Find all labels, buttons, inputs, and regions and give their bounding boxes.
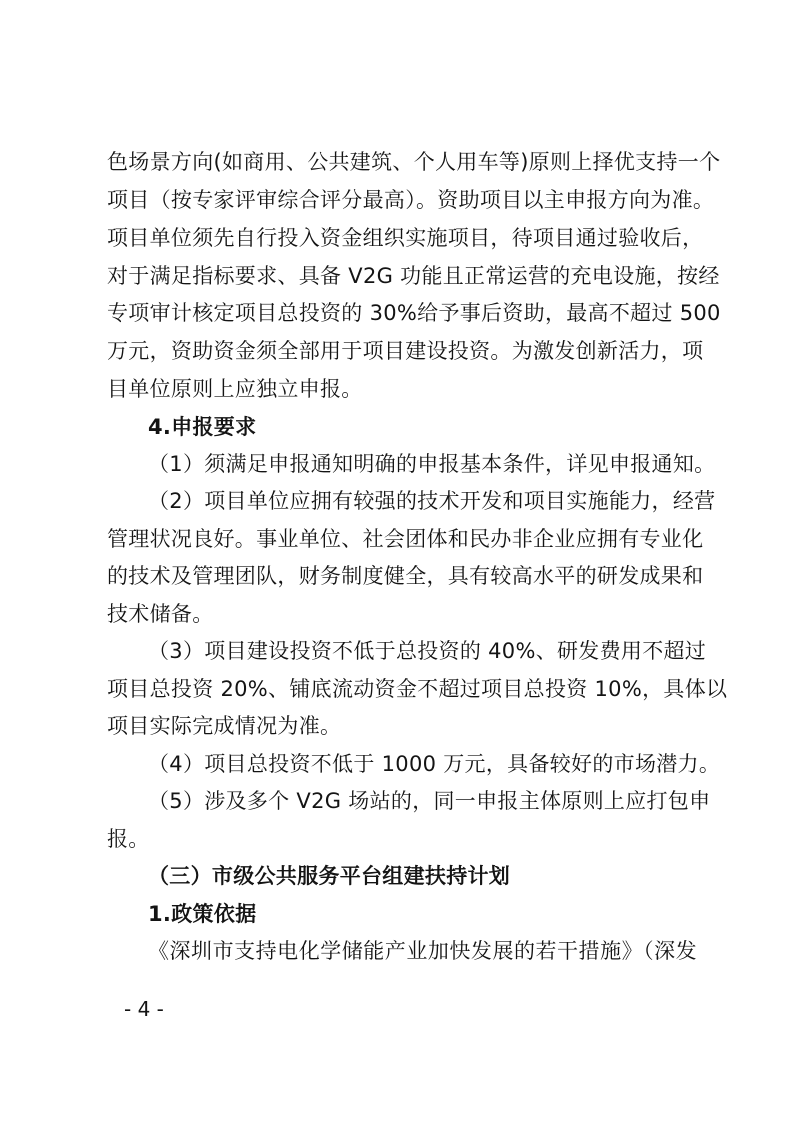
body-text-line: 对于满足指标要求、具备 V2G 功能且正常运营的充电设施，按经 bbox=[107, 264, 720, 288]
body-text-line: 色场景方向(如商用、公共建筑、个人用车等)原则上择优支持一个 bbox=[107, 150, 721, 174]
section-heading: 1.政策依据 bbox=[148, 902, 257, 926]
list-item: （3）项目建设投资不低于总投资的 40%、研发费用不超过 bbox=[148, 639, 707, 663]
body-text-line: 项目实际完成情况为准。 bbox=[107, 714, 342, 738]
body-text-line: 专项审计核定项目总投资的 30%给予事后资助，最高不超过 500 bbox=[107, 301, 721, 325]
section-heading: 4.申报要求 bbox=[148, 415, 257, 439]
body-text-line: 万元，资助资金须全部用于项目建设投资。为激发创新活力，项 bbox=[107, 339, 704, 363]
body-text-line: 《深圳市支持电化学储能产业加快发展的若干措施》（深发 bbox=[148, 939, 697, 963]
body-text-line: 项目（按专家评审综合评分最高）。资助项目以主申报方向为准。 bbox=[107, 188, 715, 212]
body-text-line: 的技术及管理团队，财务制度健全，具有较高水平的研发成果和 bbox=[107, 564, 704, 588]
body-text-line: 目单位原则上应独立申报。 bbox=[107, 377, 363, 401]
body-text-line: 项目总投资 20%、铺底流动资金不超过项目总投资 10%，具体以 bbox=[107, 677, 728, 701]
list-item: （1）须满足申报通知明确的申报基本条件，详见申报通知。 bbox=[148, 452, 716, 476]
section-heading: （三）市级公共服务平台组建扶持计划 bbox=[148, 864, 511, 888]
body-text-line: 技术储备。 bbox=[107, 602, 214, 626]
list-item: （4）项目总投资不低于 1000 万元，具备较好的市场潜力。 bbox=[148, 752, 721, 776]
body-text-line: 报。 bbox=[107, 827, 150, 851]
page-number: - 4 - bbox=[124, 997, 164, 1021]
body-text-line: 项目单位须先自行投入资金组织实施项目，待项目通过验收后， bbox=[107, 226, 704, 250]
list-item: （5）涉及多个 V2G 场站的，同一申报主体原则上应打包申 bbox=[148, 789, 711, 813]
list-item: （2）项目单位应拥有较强的技术开发和项目实施能力，经营 bbox=[148, 489, 716, 513]
body-text-line: 管理状况良好。事业单位、社会团体和民办非企业应拥有专业化 bbox=[107, 527, 704, 551]
